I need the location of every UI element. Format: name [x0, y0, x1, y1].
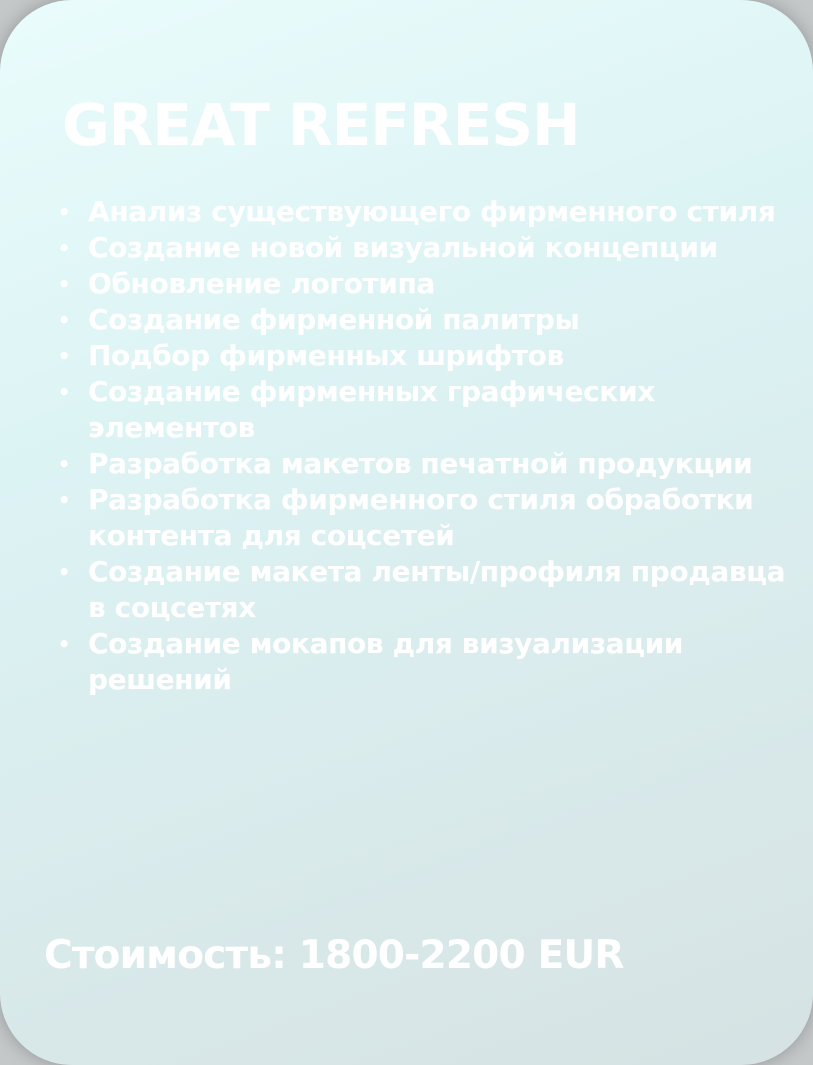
- bullet-icon: •: [57, 632, 71, 656]
- feature-text: Подбор фирменных шрифтов: [88, 339, 564, 372]
- feature-item: [56, 230, 796, 266]
- price-label: Стоимость: 1800-2200 EUR: [44, 933, 624, 978]
- feature-text: Создание фирменной палитры: [88, 303, 580, 336]
- feature-text: Обновление логотипа: [88, 267, 435, 300]
- feature-item: [56, 266, 796, 302]
- feature-item: [56, 446, 796, 482]
- bullet-icon: •: [57, 236, 71, 260]
- feature-text: Создание макета ленты/профиля продавца в соцсетях: [88, 555, 786, 624]
- feature-item: [56, 374, 796, 446]
- bullet-icon: •: [57, 272, 71, 296]
- feature-text: Анализ существующего фирменного стиля: [88, 195, 776, 228]
- bullet-icon: •: [57, 200, 71, 224]
- bullet-icon: •: [57, 344, 71, 368]
- card-title: GREAT REFRESH: [62, 91, 580, 159]
- feature-text: Создание фирменных графических элементов: [88, 375, 655, 444]
- bullet-icon: •: [57, 560, 71, 584]
- feature-item: [56, 302, 796, 338]
- feature-item: [56, 482, 796, 554]
- bullet-icon: •: [57, 452, 71, 476]
- bullet-icon: •: [57, 308, 71, 332]
- feature-text: Создание новой визуальной концепции: [88, 231, 718, 264]
- feature-item: [56, 554, 796, 626]
- feature-item: [56, 194, 796, 230]
- feature-text: Создание мокапов для визуализации решений: [88, 627, 684, 696]
- bullet-icon: •: [57, 488, 71, 512]
- feature-item: [56, 626, 796, 698]
- bullet-icon: •: [57, 380, 71, 404]
- feature-text: Разработка макетов печатной продукции: [88, 447, 753, 480]
- feature-item: [56, 338, 796, 374]
- feature-text: Разработка фирменного стиля обработки контента для соцсетей: [88, 483, 754, 552]
- feature-list: [56, 194, 796, 698]
